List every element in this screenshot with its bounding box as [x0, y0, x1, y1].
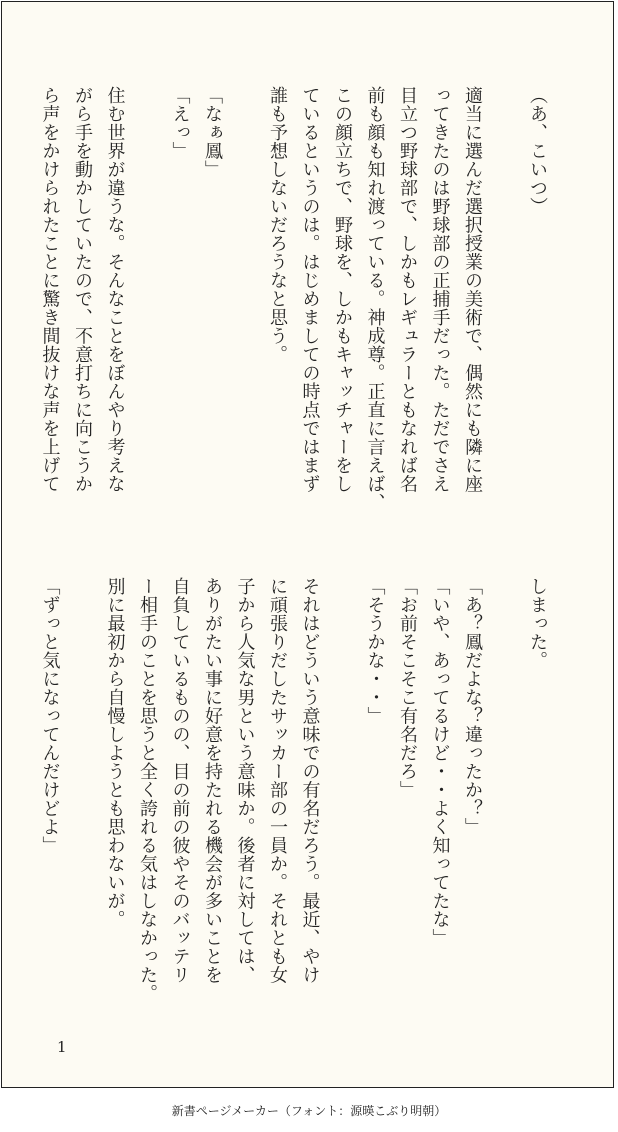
text-line: に頑張りだしたサッカー部の一員か。それとも女 [267, 577, 288, 984]
text-line: 適当に選んだ選択授業の美術で、偶然にも隣に座 [462, 86, 483, 493]
text-block-bottom [33, 577, 553, 1017]
text-line: 子から人気な男という意味か。後者に対しては、 [234, 577, 256, 984]
book-page [1, 1, 614, 1088]
text-line: ているというのは。はじめましての時点ではまず [299, 86, 321, 493]
text-line: 前も顔も知れ渡っている。神成尊。正直に言えば、 [364, 86, 386, 512]
text-line: 「あ？鳳だよな？違ったか？」 [462, 577, 483, 836]
text-line: 自負しているものの、目の前の彼やそのバッテリ [169, 577, 191, 984]
text-line: 住む世界が違うな。そんなことをぼんやり考えな [104, 86, 126, 493]
text-line: この顔立ちで、野球を、しかもキャッチャーをし [332, 86, 353, 493]
text-line [488, 577, 521, 1017]
text-block-top [33, 86, 553, 526]
text-line: ー相手のことを思うと全く誇れる気はしなかった。 [137, 577, 158, 1003]
text-line: 誰も予想しないだろうなと思う。 [267, 86, 288, 364]
text-line: ら声をかけられたことに驚き間抜けな声を上げて [39, 86, 61, 493]
text-line: それはどういう意味での有名だろう。最近、やけ [299, 577, 321, 984]
text-line [488, 86, 521, 526]
text-line: 「えっ」 [169, 86, 191, 160]
text-line: 別に最初から自慢しようとも思わないが。 [104, 577, 126, 929]
text-line: ありがたい事に好意を持たれる機会が多いことを [202, 577, 223, 984]
text-line: しまった。 [527, 577, 548, 670]
text-line: 目立つ野球部で、しかもレギュラーともなれば名 [397, 86, 418, 493]
text-line [66, 577, 99, 1017]
text-line: ってきたのは野球部の正捕手だった。ただでさえ [429, 86, 451, 493]
footer-caption: 新書ページメーカー（フォント：源暎こぶり明朝） [171, 1104, 447, 1118]
text-line: がら手を動かしていたので、不意打ちに向こうか [72, 86, 93, 493]
text-line [326, 577, 359, 1017]
text-line [131, 86, 164, 526]
text-line: 「いや、あってるけど・・よく知ってたな」 [429, 577, 451, 947]
text-line [228, 86, 261, 526]
page-number: 1 [57, 1038, 67, 1056]
text-line: 「なぁ鳳」 [202, 86, 223, 179]
text-line: 「お前そこそこ有名だろ」 [397, 577, 418, 799]
text-line: （あ、こいつ） [527, 86, 548, 216]
text-line: 「ずっと気になってんだけどよ」 [39, 577, 61, 855]
text-line: 「そうかな・・」 [364, 577, 386, 725]
